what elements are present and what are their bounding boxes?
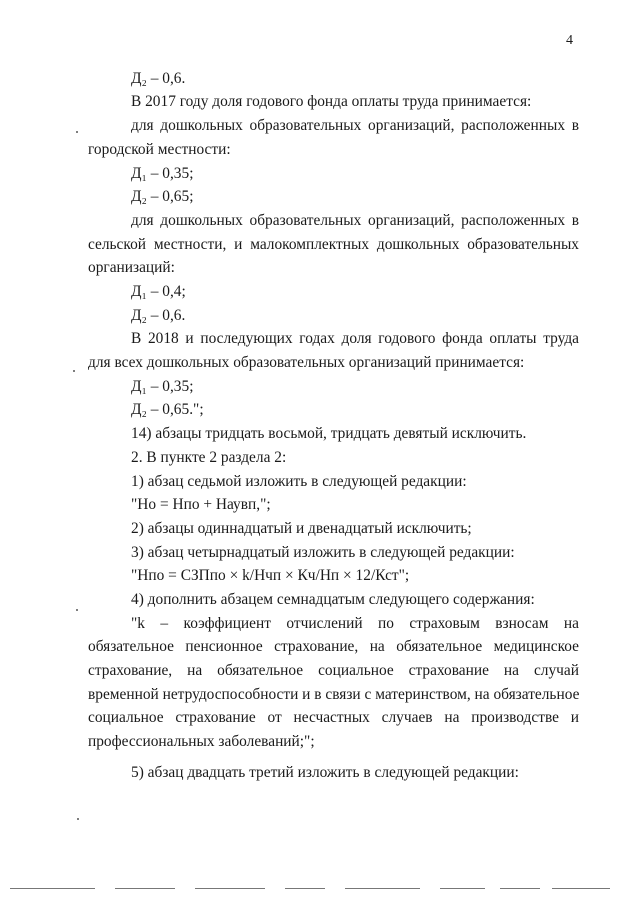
text-line: 5) абзац двадцать третий изложить в следующей редакции:: [131, 764, 519, 781]
margin-speck: [73, 370, 75, 372]
edge-dash: [552, 888, 610, 889]
text-line: Д₂ – 0,6.: [131, 70, 186, 87]
text-line: Д₁ – 0,35;: [131, 165, 194, 182]
page-number: 4: [566, 33, 573, 48]
text-line: обязательное пенсионное страхование, на обязательное медицинское: [88, 638, 579, 655]
bottom-edge-rule: [0, 888, 640, 894]
text-line: 2. В пункте 2 раздела 2:: [131, 449, 287, 466]
edge-dash: [500, 888, 540, 889]
margin-speck: [77, 818, 79, 820]
text-line: для всех дошкольных образовательных организаций принимается:: [88, 354, 525, 371]
text-line: профессиональных заболеваний;";: [88, 733, 315, 750]
text-line: городской местности:: [88, 141, 231, 158]
text-line: 14) абзацы тридцать восьмой, тридцать девятый исключить.: [131, 425, 527, 442]
text-line: 1) абзац седьмой изложить в следующей редакции:: [131, 473, 467, 490]
margin-speck: [76, 131, 78, 133]
text-line: Д₁ – 0,4;: [131, 283, 186, 300]
text-line: 4) дополнить абзацем семнадцатым следующего содержания:: [131, 591, 535, 608]
edge-dash: [440, 888, 485, 889]
edge-dash: [115, 888, 175, 889]
edge-dash: [285, 888, 325, 889]
edge-dash: [10, 888, 95, 889]
text-line: сельской местности, и малокомплектных дошкольных образовательных: [88, 236, 579, 253]
text-line: страхование, на обязательное социальное страхование на случай: [88, 662, 579, 679]
text-line: "k – коэффициент отчислений по страховым взносам на: [131, 615, 579, 632]
text-line: 2) абзацы одиннадцатый и двенадцатый исключить;: [131, 520, 472, 537]
text-line: Д₂ – 0,65.";: [131, 401, 204, 418]
text-line: "Но = Нпо + Наувп,";: [131, 496, 271, 513]
text-line: "Нпо = СЗПпо × k/Нчп × Кч/Нп × 12/Кст";: [131, 567, 410, 584]
margin-speck: [76, 609, 78, 611]
text-line: В 2017 году доля годового фонда оплаты труда принимается:: [131, 93, 532, 110]
text-line: для дошкольных образовательных организаций, расположенных в: [131, 212, 579, 229]
text-line: для дошкольных образовательных организаций, расположенных в: [131, 117, 579, 134]
edge-dash: [345, 888, 420, 889]
text-line: временной нетрудоспособности и в связи с материнством, на обязательное: [88, 686, 580, 703]
edge-dash: [195, 888, 265, 889]
text-line: Д₂ – 0,6.: [131, 307, 186, 324]
text-line: социальное страхование от несчастных случаев на производстве и: [88, 709, 579, 726]
text-line: Д₁ – 0,35;: [131, 378, 194, 395]
text-line: Д₂ – 0,65;: [131, 188, 194, 205]
text-line: В 2018 и последующих годах доля годового фонда оплаты труда: [131, 330, 579, 347]
text-line: 3) абзац четырнадцатый изложить в следующей редакции:: [131, 544, 515, 561]
text-line: организаций:: [88, 259, 175, 276]
